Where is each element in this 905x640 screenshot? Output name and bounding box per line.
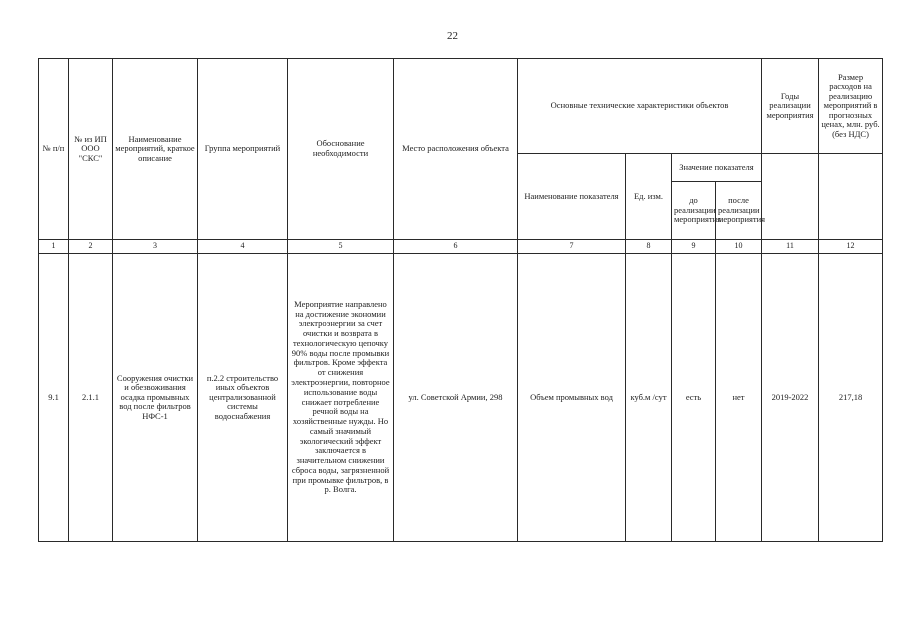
header-justification: Обоснование необходимости [288, 59, 394, 240]
column-number: 7 [518, 240, 626, 254]
row-years: 2019-2022 [762, 254, 819, 542]
measures-table [38, 58, 883, 542]
column-number: 3 [113, 240, 198, 254]
row-justification: Мероприятие направлено на достижение экономии электроэнергии за счет очистки и возврата в технологическую цепочку 90% воды после промывки фильтров. Кроме эффекта от снижения электроэнергии, повторное использование воды снижает потребление речной воды на хозяйственные нужды. Но самый значимый экологический эффект заключается в значительном снижении сброса воды, загрязненной при промывке фильтров, в р. Волга. [288, 254, 394, 542]
column-number: 10 [716, 240, 762, 254]
row-num: 9.1 [39, 254, 69, 542]
header-num: № п/п [39, 59, 69, 240]
column-number: 1 [39, 240, 69, 254]
row-after: нет [716, 254, 762, 542]
column-number: 12 [819, 240, 883, 254]
page-number: 22 [447, 30, 458, 42]
row-indicator: Объем промывных вод [518, 254, 626, 542]
column-number: 11 [762, 240, 819, 254]
header-after: после реализации мероприятия [716, 182, 762, 240]
column-number: 4 [198, 240, 288, 254]
row-name: Сооружения очистки и обезвоживания осадка промывных вод после фильтров НФС-1 [113, 254, 198, 542]
header-years-blank [762, 154, 819, 240]
row-cost: 217,18 [819, 254, 883, 542]
row-group: п.2.2 строительство иных объектов централизованной системы водоснабжения [198, 254, 288, 542]
column-number: 2 [69, 240, 113, 254]
header-before: до реализации мероприятия [672, 182, 716, 240]
header-indicator-name: Наименование показателя [518, 154, 626, 240]
row-location: ул. Советской Армии, 298 [394, 254, 518, 542]
column-number: 5 [288, 240, 394, 254]
column-number: 9 [672, 240, 716, 254]
header-cost-blank [819, 154, 883, 240]
header-characteristics: Основные технические характеристики объектов [518, 59, 762, 154]
column-numbers-row [39, 240, 883, 254]
header-unit: Ед. изм. [626, 154, 672, 240]
header-cost: Размер расходов на реализацию мероприятий в прогнозных ценах, млн. руб. (без НДС) [819, 59, 883, 154]
header-indicator-value: Значение показателя [672, 154, 762, 182]
column-number: 6 [394, 240, 518, 254]
column-number: 8 [626, 240, 672, 254]
row-ip-num: 2.1.1 [69, 254, 113, 542]
header-location: Место расположения объекта [394, 59, 518, 240]
header-years: Годы реализации мероприятия [762, 59, 819, 154]
header-name: Наименование мероприятий, краткое описание [113, 59, 198, 240]
header-ip-num: № из ИП ООО "СКС" [69, 59, 113, 240]
table-row [39, 254, 883, 542]
header-group: Группа мероприятий [198, 59, 288, 240]
row-before: есть [672, 254, 716, 542]
row-unit: куб.м /сут [626, 254, 672, 542]
